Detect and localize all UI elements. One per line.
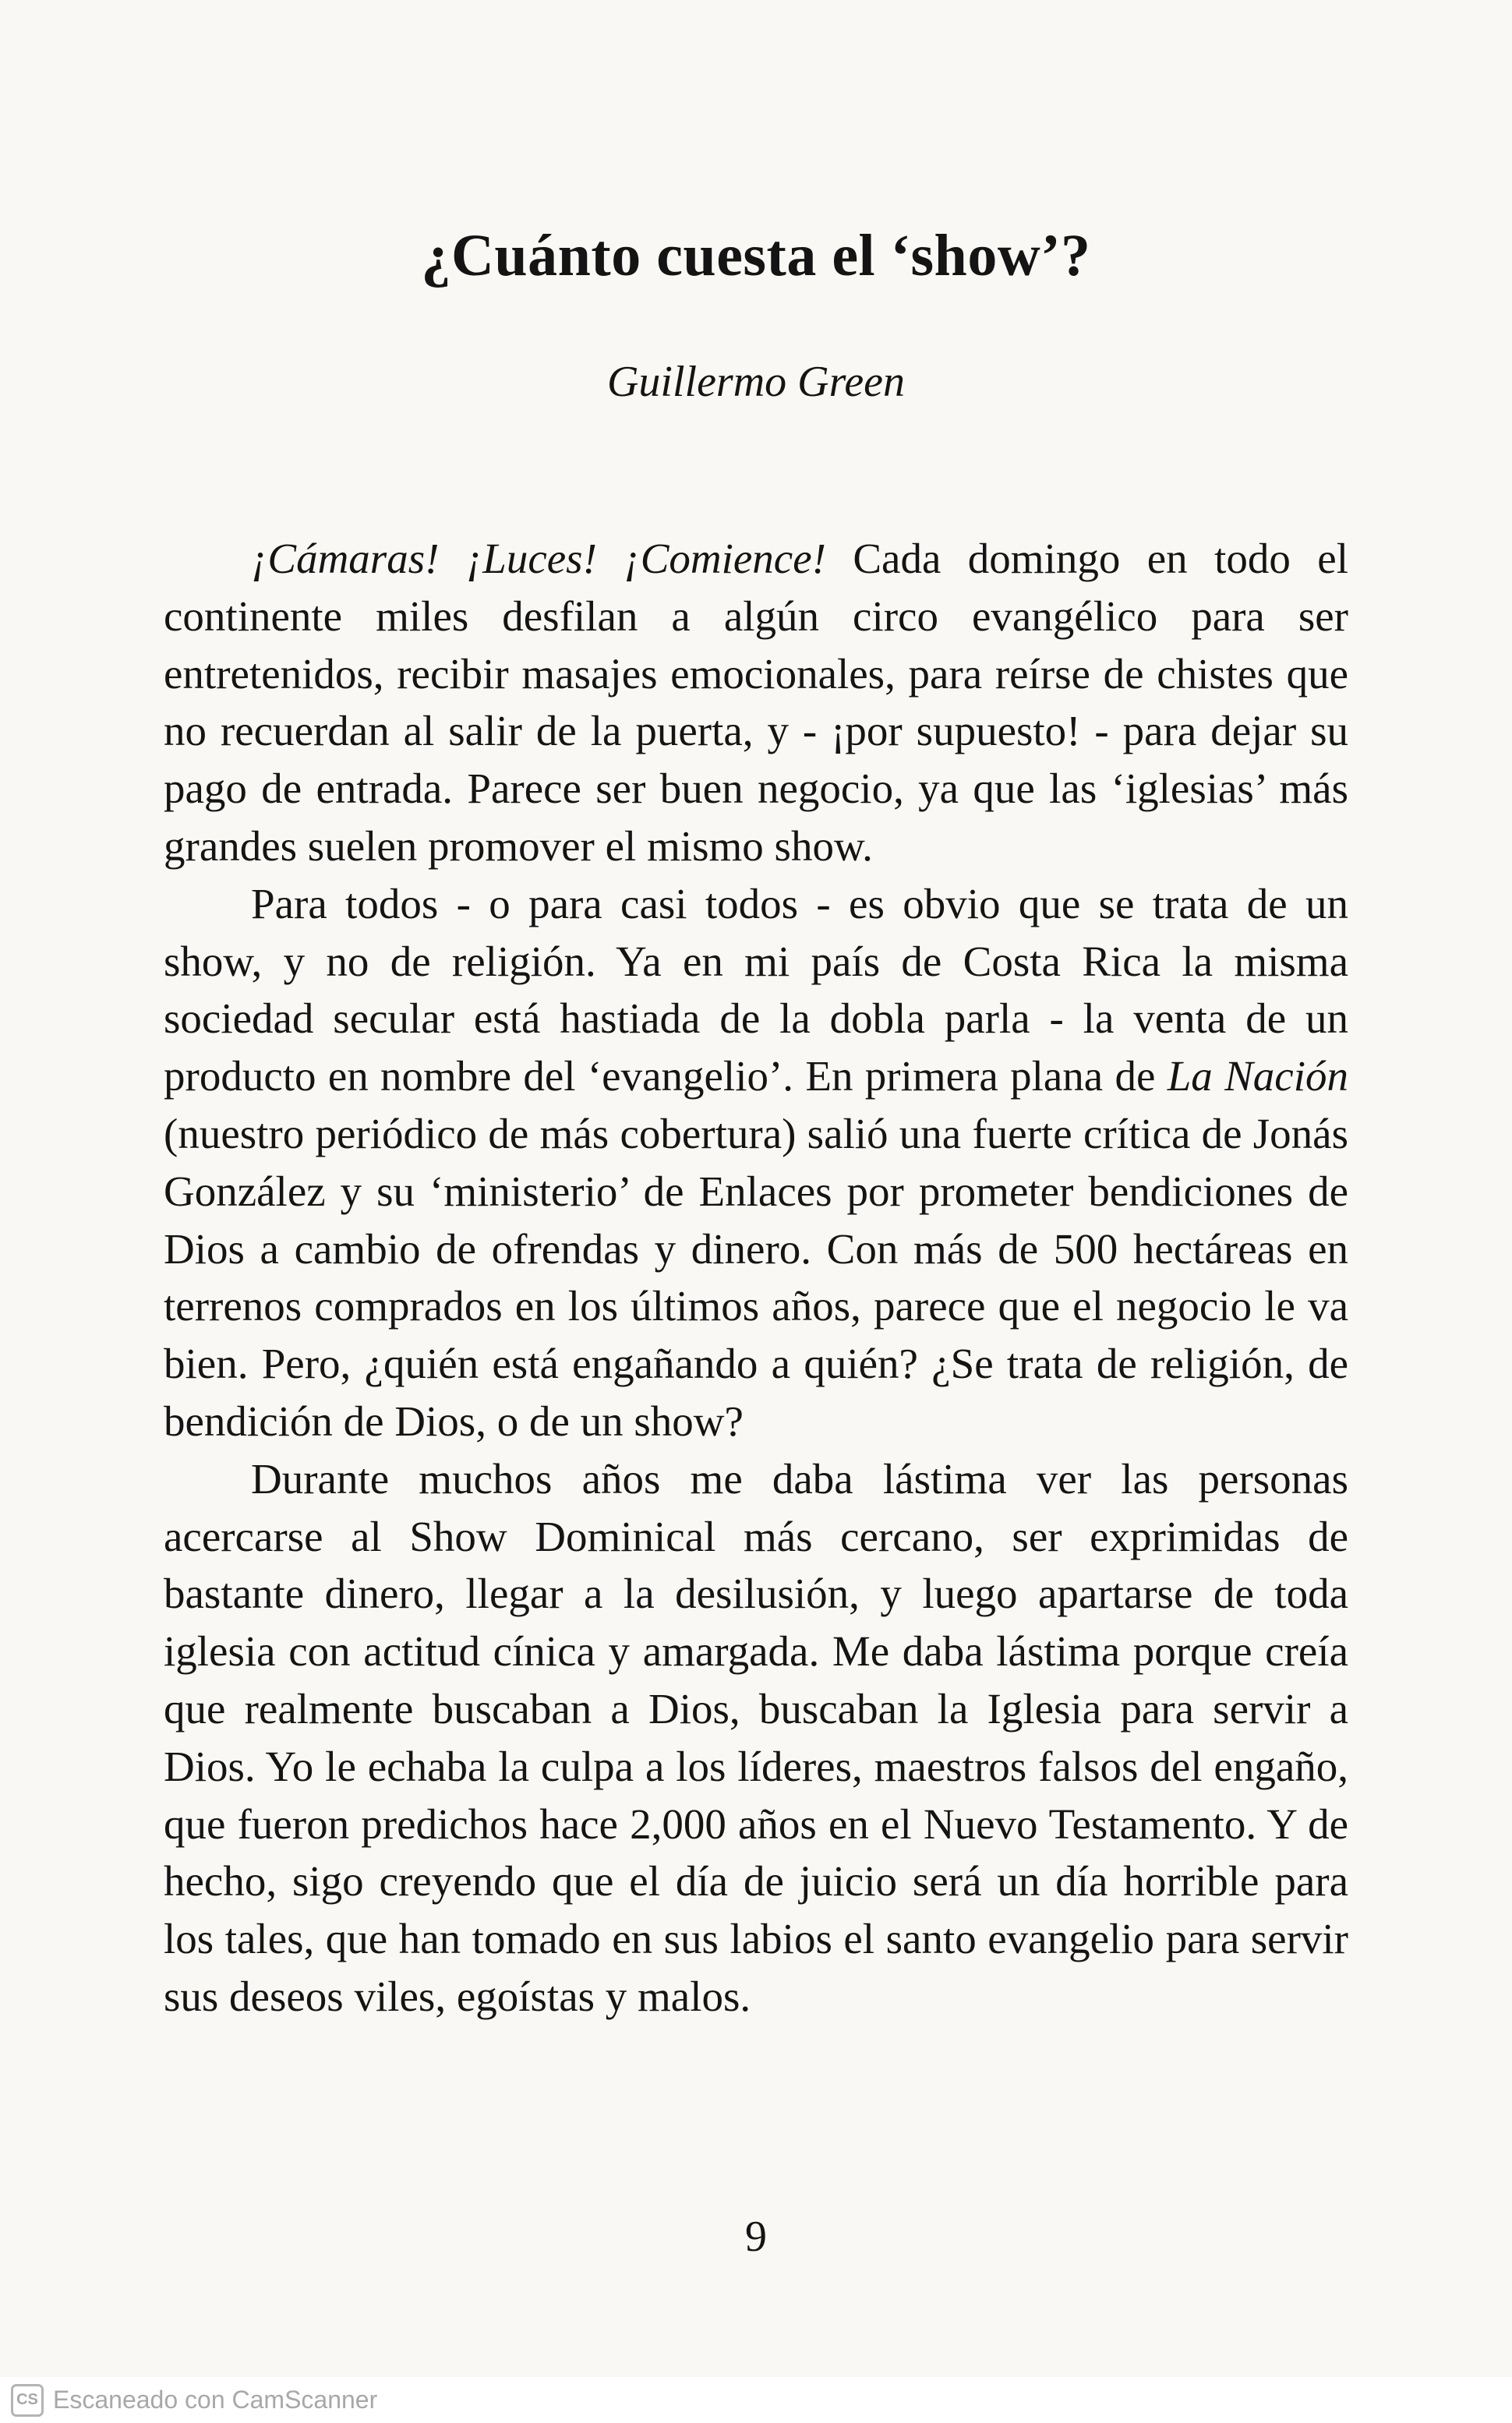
article-title: ¿Cuánto cuesta el ‘show’? bbox=[421, 223, 1091, 288]
text-run: (nuestro periódico de más cobertura) salió una fuerte crítica de Jonás González y su ‘ministerio’ de Enlaces por prometer bendiciones de Dios a cambio de ofrendas y dinero. Con más de 500 hectáreas en terrenos comprados en los últimos años, parece que el negocio le va bien. Pero, ¿quién está engañando a quién? ¿Se trata de religión, de bendición de Dios, o de un show? bbox=[164, 1109, 1348, 1445]
article-author: Guillermo Green bbox=[606, 358, 906, 406]
scanner-watermark-bar bbox=[0, 2377, 1512, 2423]
italic-text-run: La Nación bbox=[1167, 1052, 1348, 1100]
page-number: 9 bbox=[745, 2213, 767, 2261]
camscanner-logo-icon: CS bbox=[11, 2384, 44, 2417]
article-body bbox=[164, 530, 1348, 2026]
body-paragraph bbox=[164, 1450, 1348, 2026]
text-run: Para todos - o para casi todos - es obvio que se trata de un show, y no de religión. Ya en mi país de Costa Rica la misma sociedad secular está hastiada de la dobla parla - la venta de un producto en nombre del ‘evangelio’. En primera plana de bbox=[164, 879, 1348, 1100]
scanner-watermark-text: Escaneado con CamScanner bbox=[53, 2386, 378, 2414]
italic-text-run: ¡Cámaras! ¡Luces! ¡Comience! bbox=[251, 535, 826, 582]
text-run: Durante muchos años me daba lástima ver las personas acercarse al Show Dominical más cercano, ser exprimidas de bastante dinero, llegar a la desilusión, y luego apartarse de toda iglesia con actitud cínica y amargada. Me daba lástima porque creía que realmente buscaban a Dios, buscaban la Iglesia para servir a Dios. Yo le echaba la culpa a los líderes, maestros falsos del engaño, que fueron predichos hace 2,000 años en el Nuevo Testamento. Y de hecho, sigo creyendo que el día de juicio será un día horrible para los tales, que han tomado en sus labios el santo evangelio para servir sus deseos viles, egoístas y malos. bbox=[164, 1454, 1348, 2020]
body-paragraph bbox=[164, 530, 1348, 875]
text-run: Cada domingo en todo el continente miles desfilan a algún circo evangélico para ser entretenidos, recibir masajes emocionales, para reírse de chistes que no recuerdan al salir de la puerta, y - ¡por supuesto! - para dejar su pago de entrada. Parece ser buen negocio, ya que las ‘iglesias’ más grandes suelen promover el mismo show. bbox=[164, 535, 1348, 870]
body-paragraph bbox=[164, 875, 1348, 1450]
